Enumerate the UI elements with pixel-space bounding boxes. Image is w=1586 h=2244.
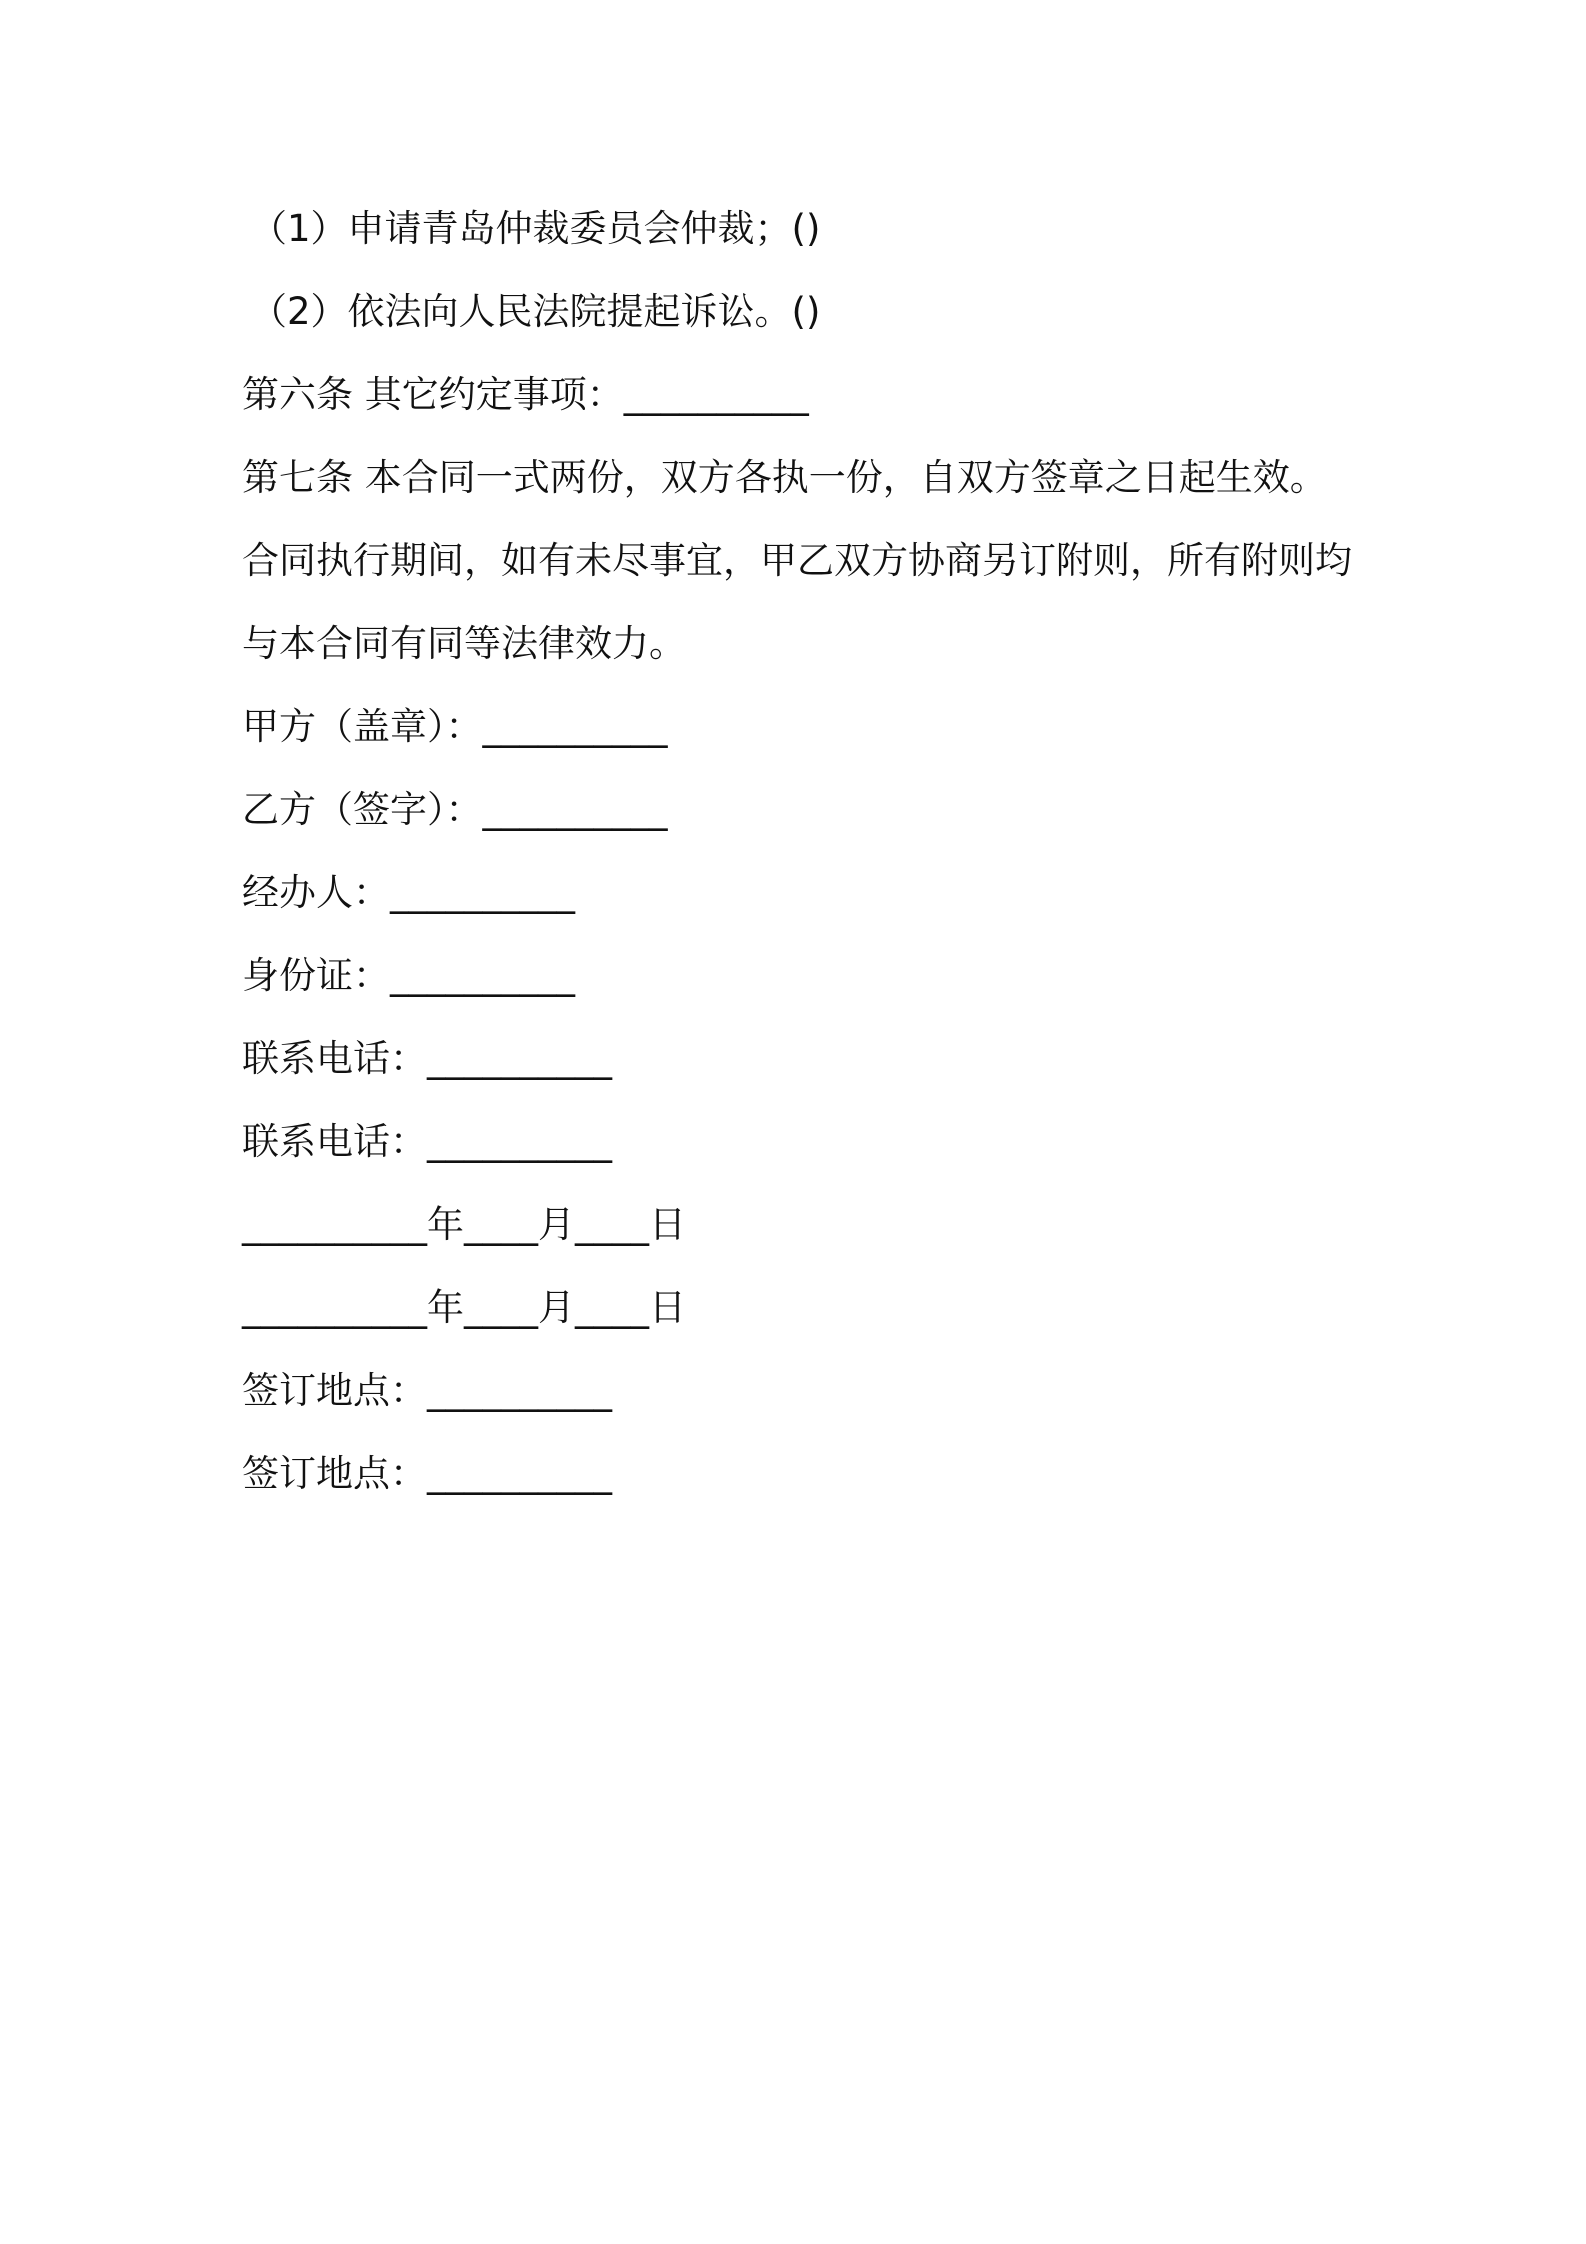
handler-line: 经办人：__________ bbox=[242, 871, 575, 914]
contact-phone-line-b: 联系电话：__________ bbox=[242, 1120, 612, 1163]
signing-place-line-a: 签订地点：__________ bbox=[242, 1369, 612, 1412]
contact-phone-line-a: 联系电话：__________ bbox=[242, 1037, 612, 1080]
article-6-other-terms: 第六条 其它约定事项：__________ bbox=[242, 373, 809, 416]
article-7-legal-effect: 与本合同有同等法律效力。 bbox=[242, 622, 686, 665]
id-card-line: 身份证：__________ bbox=[242, 954, 575, 997]
date-line-a: __________年____月____日 bbox=[242, 1203, 686, 1246]
article-7-supplementary-terms: 合同执行期间，如有未尽事宜，甲乙双方协商另订附则，所有附则均 bbox=[242, 539, 1352, 582]
arbitration-option-1: （1）申请青岛仲裁委员会仲裁；() bbox=[250, 207, 821, 250]
party-a-seal-line: 甲方（盖章）：__________ bbox=[242, 705, 668, 748]
litigation-option-2: （2）依法向人民法院提起诉讼。() bbox=[250, 290, 821, 333]
date-line-b: __________年____月____日 bbox=[242, 1286, 686, 1329]
party-b-signature-line: 乙方（签字）：__________ bbox=[242, 788, 668, 831]
article-7-copies-effective: 第七条 本合同一式两份，双方各执一份，自双方签章之日起生效。 bbox=[242, 456, 1327, 499]
signing-place-line-b: 签订地点：__________ bbox=[242, 1452, 612, 1495]
